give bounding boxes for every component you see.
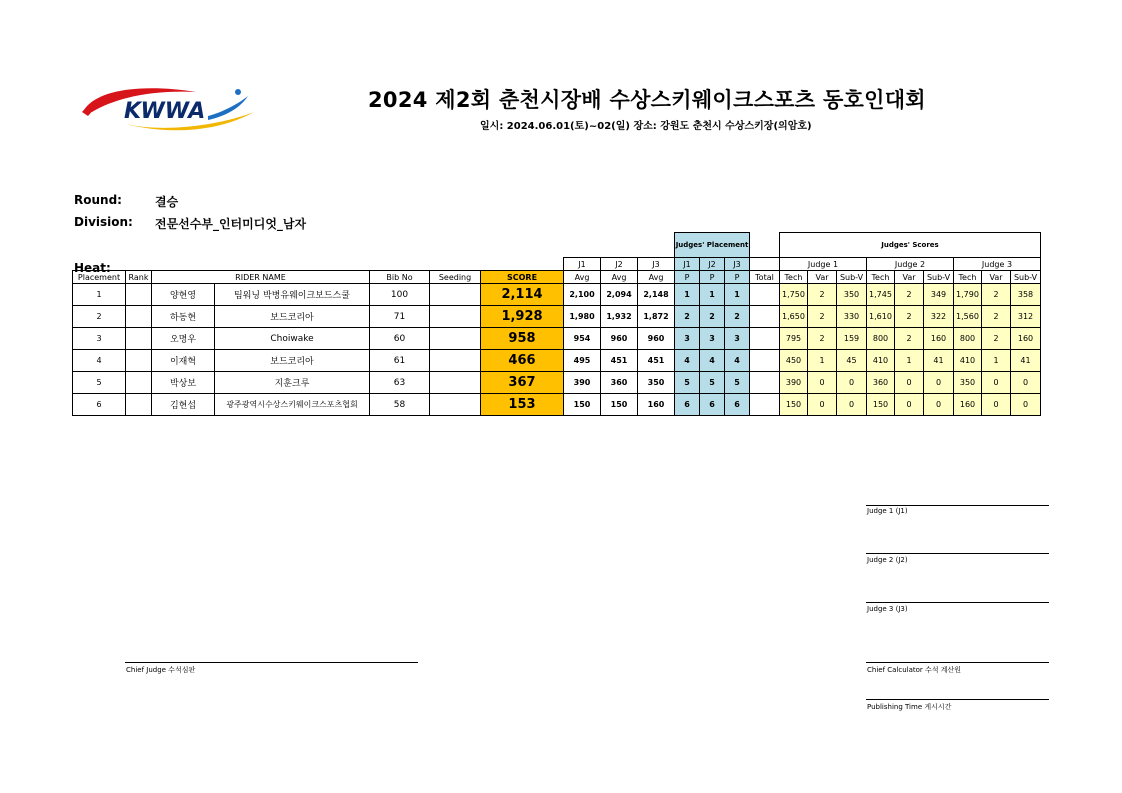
j2-subv-cell: 322 — [924, 306, 954, 328]
rider-name-cell: 하동현 — [152, 306, 215, 328]
j3-var-cell: 0 — [982, 394, 1011, 416]
j1-tech-cell: 1,650 — [780, 306, 808, 328]
p-j3-cell: 6 — [725, 394, 750, 416]
j3-var-cell: 2 — [982, 284, 1011, 306]
judge2-signature-label: Judge 2 (J2) — [867, 556, 908, 564]
table-row — [73, 394, 1041, 416]
judge1-signature-label: Judge 1 (J1) — [867, 507, 908, 515]
p-j1-cell: 4 — [675, 350, 700, 372]
team-cell: 보드코리아 — [215, 306, 370, 328]
judge2-header: Judge 2 — [867, 258, 954, 271]
seeding-cell — [430, 372, 481, 394]
j1-subv-header: Sub-V — [837, 271, 867, 284]
avg-j1-cell: 954 — [564, 328, 601, 350]
judge2-signature-line — [866, 553, 1049, 554]
j1-var-cell: 2 — [808, 284, 837, 306]
j3-subv-cell: 41 — [1011, 350, 1041, 372]
placement-cell: 6 — [73, 394, 126, 416]
rank-cell — [126, 284, 152, 306]
seeding-cell — [430, 328, 481, 350]
j3-subv-cell: 0 — [1011, 394, 1041, 416]
avg-j1-cell: 495 — [564, 350, 601, 372]
chief-calculator-signature-label: Chief Calculator 수석 계산원 — [867, 666, 962, 674]
score-cell: 153 — [481, 394, 564, 416]
j2-subv-cell: 0 — [924, 372, 954, 394]
rank-cell — [126, 372, 152, 394]
seeding-cell — [430, 394, 481, 416]
p-j2-cell: 4 — [700, 350, 725, 372]
page-title: 2024 제2회 춘천시장배 수상스키웨이크스포츠 동호인대회 — [368, 88, 926, 112]
team-cell: 광주광역시수상스키웨이크스포츠협회 — [215, 394, 370, 416]
j3-subv-cell: 358 — [1011, 284, 1041, 306]
p-label-3: P — [725, 271, 750, 284]
p-j2-cell: 1 — [700, 284, 725, 306]
placement-cell: 3 — [73, 328, 126, 350]
j1-subv-cell: 330 — [837, 306, 867, 328]
avg-j3-cell: 2,148 — [638, 284, 675, 306]
j3-var-cell: 2 — [982, 328, 1011, 350]
j3-var-cell: 2 — [982, 306, 1011, 328]
j3-tech-cell: 160 — [954, 394, 982, 416]
j2-tech-cell: 1,745 — [867, 284, 895, 306]
seeding-cell — [430, 284, 481, 306]
p-j2-cell: 2 — [700, 306, 725, 328]
team-cell: 지훈크루 — [215, 372, 370, 394]
j2-tech-cell: 800 — [867, 328, 895, 350]
j1-subv-cell: 0 — [837, 372, 867, 394]
j3-var-cell: 0 — [982, 372, 1011, 394]
j1-tech-header: Tech — [780, 271, 808, 284]
avg-j3-cell: 1,872 — [638, 306, 675, 328]
table-row — [73, 328, 1041, 350]
results-table — [72, 232, 1041, 416]
p-j1-cell: 5 — [675, 372, 700, 394]
score-cell: 367 — [481, 372, 564, 394]
avg-j1-cell: 1,980 — [564, 306, 601, 328]
score-cell: 958 — [481, 328, 564, 350]
j2-subv-cell: 349 — [924, 284, 954, 306]
j1-subv-cell: 159 — [837, 328, 867, 350]
p-j1-cell: 6 — [675, 394, 700, 416]
j1-var-header: Var — [808, 271, 837, 284]
j3-var-cell: 1 — [982, 350, 1011, 372]
rider-name-cell: 이재혁 — [152, 350, 215, 372]
round-label: Round: — [74, 193, 122, 207]
judge3-signature-label: Judge 3 (J3) — [867, 605, 908, 613]
p-j2-cell: 5 — [700, 372, 725, 394]
seeding-cell — [430, 306, 481, 328]
j2-tech-cell: 150 — [867, 394, 895, 416]
chief-calculator-signature-line — [866, 662, 1049, 663]
event-info: 일시: 2024.06.01(토)~02(일) 장소: 강원도 춘천시 수상스키장(의암호) — [480, 121, 812, 132]
p-j2-cell: 3 — [700, 328, 725, 350]
j3-subv-cell: 312 — [1011, 306, 1041, 328]
placement-cell: 5 — [73, 372, 126, 394]
j3-tech-cell: 1,790 — [954, 284, 982, 306]
avg-j3-cell: 350 — [638, 372, 675, 394]
p-j3-cell: 1 — [725, 284, 750, 306]
p-header-j1: J1 — [675, 258, 700, 271]
rank-cell — [126, 306, 152, 328]
score-cell: 1,928 — [481, 306, 564, 328]
team-cell: 보드코리아 — [215, 350, 370, 372]
rider-name-cell: 오명우 — [152, 328, 215, 350]
division-label: Division: — [74, 215, 133, 229]
j1-var-cell: 2 — [808, 328, 837, 350]
team-cell: Choiwake — [215, 328, 370, 350]
avg-label-1: Avg — [564, 271, 601, 284]
team-cell: 팀워닝 박병유웨이크보드스쿨 — [215, 284, 370, 306]
p-j3-cell: 4 — [725, 350, 750, 372]
table-row — [73, 284, 1041, 306]
total-cell — [750, 306, 780, 328]
j3-subv-header: Sub-V — [1011, 271, 1041, 284]
chief-judge-signature-label: Chief Judge 수석심판 — [126, 666, 196, 674]
avg-label-2: Avg — [601, 271, 638, 284]
table-row — [73, 306, 1041, 328]
rank-cell — [126, 328, 152, 350]
total-cell — [750, 328, 780, 350]
j2-tech-cell: 360 — [867, 372, 895, 394]
bib-cell: 60 — [370, 328, 430, 350]
j1-tech-cell: 1,750 — [780, 284, 808, 306]
round-value: 결승 — [155, 195, 179, 209]
j2-subv-header: Sub-V — [924, 271, 954, 284]
avg-header-j2: J2 — [601, 258, 638, 271]
j2-subv-cell: 160 — [924, 328, 954, 350]
p-j3-cell: 5 — [725, 372, 750, 394]
publishing-time-line — [866, 699, 1049, 700]
seeding-cell — [430, 350, 481, 372]
j3-tech-cell: 1,560 — [954, 306, 982, 328]
rider-name-header: RIDER NAME — [152, 271, 370, 284]
judge3-signature-line — [866, 602, 1049, 603]
p-j1-cell: 3 — [675, 328, 700, 350]
avg-j1-cell: 390 — [564, 372, 601, 394]
rank-cell — [126, 394, 152, 416]
avg-j2-cell: 360 — [601, 372, 638, 394]
j2-var-cell: 0 — [895, 394, 924, 416]
score-header: SCORE — [481, 271, 564, 284]
rider-name-cell: 김현섭 — [152, 394, 215, 416]
bib-cell: 58 — [370, 394, 430, 416]
rank-cell — [126, 350, 152, 372]
kwwa-logo — [78, 82, 256, 134]
j1-var-cell: 0 — [808, 394, 837, 416]
j2-subv-cell: 0 — [924, 394, 954, 416]
total-cell — [750, 372, 780, 394]
table-row — [73, 372, 1041, 394]
rank-header: Rank — [126, 271, 152, 284]
placement-cell: 1 — [73, 284, 126, 306]
rider-name-cell: 박상보 — [152, 372, 215, 394]
avg-j2-cell: 1,932 — [601, 306, 638, 328]
judge3-header: Judge 3 — [954, 258, 1041, 271]
heat-label: Heat: — [74, 261, 111, 275]
j3-tech-cell: 410 — [954, 350, 982, 372]
j2-var-cell: 2 — [895, 284, 924, 306]
judge1-signature-line — [866, 505, 1049, 506]
avg-label-3: Avg — [638, 271, 675, 284]
j1-tech-cell: 450 — [780, 350, 808, 372]
j2-tech-cell: 1,610 — [867, 306, 895, 328]
p-j1-cell: 1 — [675, 284, 700, 306]
j2-subv-cell: 41 — [924, 350, 954, 372]
judges-placement-header: Judges' Placement — [675, 233, 750, 258]
p-j2-cell: 6 — [700, 394, 725, 416]
p-j3-cell: 3 — [725, 328, 750, 350]
placement-header: Placement — [73, 271, 126, 284]
j3-tech-cell: 800 — [954, 328, 982, 350]
avg-j3-cell: 160 — [638, 394, 675, 416]
j1-var-cell: 0 — [808, 372, 837, 394]
j2-tech-header: Tech — [867, 271, 895, 284]
bib-cell: 61 — [370, 350, 430, 372]
bib-cell: 100 — [370, 284, 430, 306]
j2-tech-cell: 410 — [867, 350, 895, 372]
judge1-header: Judge 1 — [780, 258, 867, 271]
j1-var-cell: 2 — [808, 306, 837, 328]
j1-tech-cell: 150 — [780, 394, 808, 416]
j2-var-cell: 2 — [895, 306, 924, 328]
j2-var-cell: 1 — [895, 350, 924, 372]
division-value: 전문선수부_인터미디엇_남자 — [155, 217, 307, 231]
avg-j2-cell: 960 — [601, 328, 638, 350]
bib-header: Bib No — [370, 271, 430, 284]
total-header: Total — [750, 271, 780, 284]
judges-scores-header: Judges' Scores — [780, 233, 1041, 258]
avg-header-j1: J1 — [564, 258, 601, 271]
j3-subv-cell: 0 — [1011, 372, 1041, 394]
j2-var-cell: 0 — [895, 372, 924, 394]
table-row — [73, 350, 1041, 372]
j1-var-cell: 1 — [808, 350, 837, 372]
chief-judge-signature-line — [125, 662, 418, 663]
j1-subv-cell: 0 — [837, 394, 867, 416]
avg-header-j3: J3 — [638, 258, 675, 271]
j1-tech-cell: 390 — [780, 372, 808, 394]
seeding-header: Seeding — [430, 271, 481, 284]
p-j1-cell: 2 — [675, 306, 700, 328]
p-header-j3: J3 — [725, 258, 750, 271]
avg-j2-cell: 2,094 — [601, 284, 638, 306]
j1-subv-cell: 45 — [837, 350, 867, 372]
publishing-time-label: Publishing Time 게시시간 — [867, 703, 952, 711]
avg-j1-cell: 150 — [564, 394, 601, 416]
total-cell — [750, 350, 780, 372]
total-header-blank — [750, 258, 780, 271]
placement-cell: 4 — [73, 350, 126, 372]
p-label-1: P — [675, 271, 700, 284]
j3-tech-cell: 350 — [954, 372, 982, 394]
j1-tech-cell: 795 — [780, 328, 808, 350]
total-cell — [750, 394, 780, 416]
avg-j3-cell: 960 — [638, 328, 675, 350]
score-cell: 466 — [481, 350, 564, 372]
avg-j1-cell: 2,100 — [564, 284, 601, 306]
j3-tech-header: Tech — [954, 271, 982, 284]
j1-subv-cell: 350 — [837, 284, 867, 306]
placement-cell: 2 — [73, 306, 126, 328]
avg-j2-cell: 150 — [601, 394, 638, 416]
j2-var-cell: 2 — [895, 328, 924, 350]
avg-j3-cell: 451 — [638, 350, 675, 372]
p-j3-cell: 2 — [725, 306, 750, 328]
svg-text:KWWA: KWWA — [124, 99, 206, 124]
bib-cell: 63 — [370, 372, 430, 394]
j3-var-header: Var — [982, 271, 1011, 284]
bib-cell: 71 — [370, 306, 430, 328]
p-header-j2: J2 — [700, 258, 725, 271]
j2-var-header: Var — [895, 271, 924, 284]
j3-subv-cell: 160 — [1011, 328, 1041, 350]
total-cell — [750, 284, 780, 306]
rider-name-cell: 양현영 — [152, 284, 215, 306]
score-cell: 2,114 — [481, 284, 564, 306]
p-label-2: P — [700, 271, 725, 284]
avg-j2-cell: 451 — [601, 350, 638, 372]
